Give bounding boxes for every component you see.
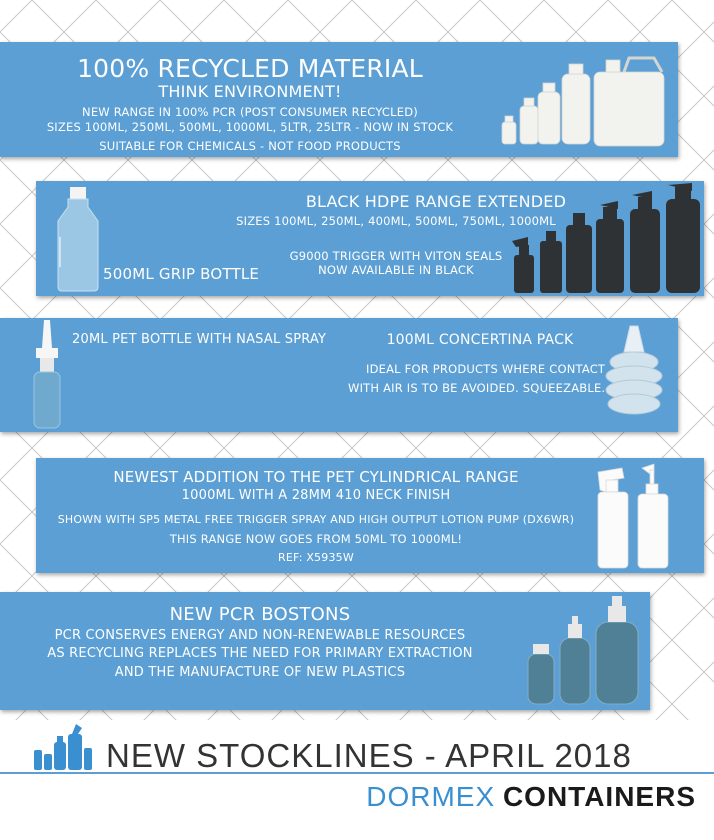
banner-line: IDEAL FOR PRODUCTS WHERE CONTACT [366,362,606,376]
pcr-bostons-banner [0,592,650,710]
concertina-title: 100ML CONCERTINA PACK [386,332,574,348]
banner-subtitle: THINK ENVIRONMENT! [158,82,342,101]
nasal-spray-label: 20ML PET BOTTLE WITH NASAL SPRAY [72,332,327,347]
brand-name [366,781,696,813]
banner-line: G9000 TRIGGER WITH VITON SEALS [289,249,503,263]
nasal-concertina-banner [0,318,678,432]
banner-title: 100% RECYCLED MATERIAL [77,54,423,83]
recycled-material-banner [0,42,678,157]
banner-line: SIZES 100ML, 250ML, 500ML, 1000ML, 5LTR, 25LTR - NOW IN STOCK [46,120,454,134]
banner-line: AS RECYCLING REPLACES THE NEED FOR PRIMARY EXTRACTION [47,646,473,661]
page-title: NEW STOCKLINES - APRIL 2018 [106,737,632,774]
black-hdpe-banner [36,181,704,296]
banner-line: THIS RANGE NOW GOES FROM 50ML TO 1000ML! [169,532,463,546]
pet-cylindrical-banner [36,458,704,573]
banner-title: NEWEST ADDITION TO THE PET CYLINDRICAL RANGE [113,468,519,486]
brand-bold: CONTAINERS [502,781,696,812]
cylindrical-bottles-image [592,462,692,570]
brand-light: DORMEX [366,781,496,812]
recycled-bottles-image [494,50,674,154]
nasal-spray-bottle-image [24,320,70,430]
grip-bottle-label: 500ML GRIP BOTTLE [103,265,260,283]
grip-bottle-image [48,187,108,293]
banner-title: NEW PCR BOSTONS [169,604,351,625]
bottles-logo-icon [32,724,94,772]
banner-line: REF: X5935W [278,551,354,564]
banner-line: WITH AIR IS TO BE AVOIDED. SQUEEZABLE. [348,381,606,395]
black-bottles-image [510,183,704,295]
banner-line: PCR CONSERVES ENERGY AND NON-RENEWABLE RESOURCES [54,628,466,643]
banner-line: SUITABLE FOR CHEMICALS - NOT FOOD PRODUCTS [99,139,401,153]
banner-line: SIZES 100ML, 250ML, 400ML, 500ML, 750ML, 1000ML [236,214,556,228]
banner-line: SHOWN WITH SP5 METAL FREE TRIGGER SPRAY AND HIGH OUTPUT LOTION PUMP (DX6WR) [57,513,575,526]
banner-line: AND THE MANUFACTURE OF NEW PLASTICS [114,665,406,680]
pcr-boston-bottles-image [524,596,644,708]
concertina-pack-image [604,326,664,424]
banner-title: BLACK HDPE RANGE EXTENDED [305,192,567,211]
banner-line: NEW RANGE IN 100% PCR (POST CONSUMER RECYCLED) [82,105,418,119]
banner-subtitle: 1000ML WITH A 28MM 410 NECK FINISH [181,488,451,503]
banner-line: NOW AVAILABLE IN BLACK [318,263,474,277]
